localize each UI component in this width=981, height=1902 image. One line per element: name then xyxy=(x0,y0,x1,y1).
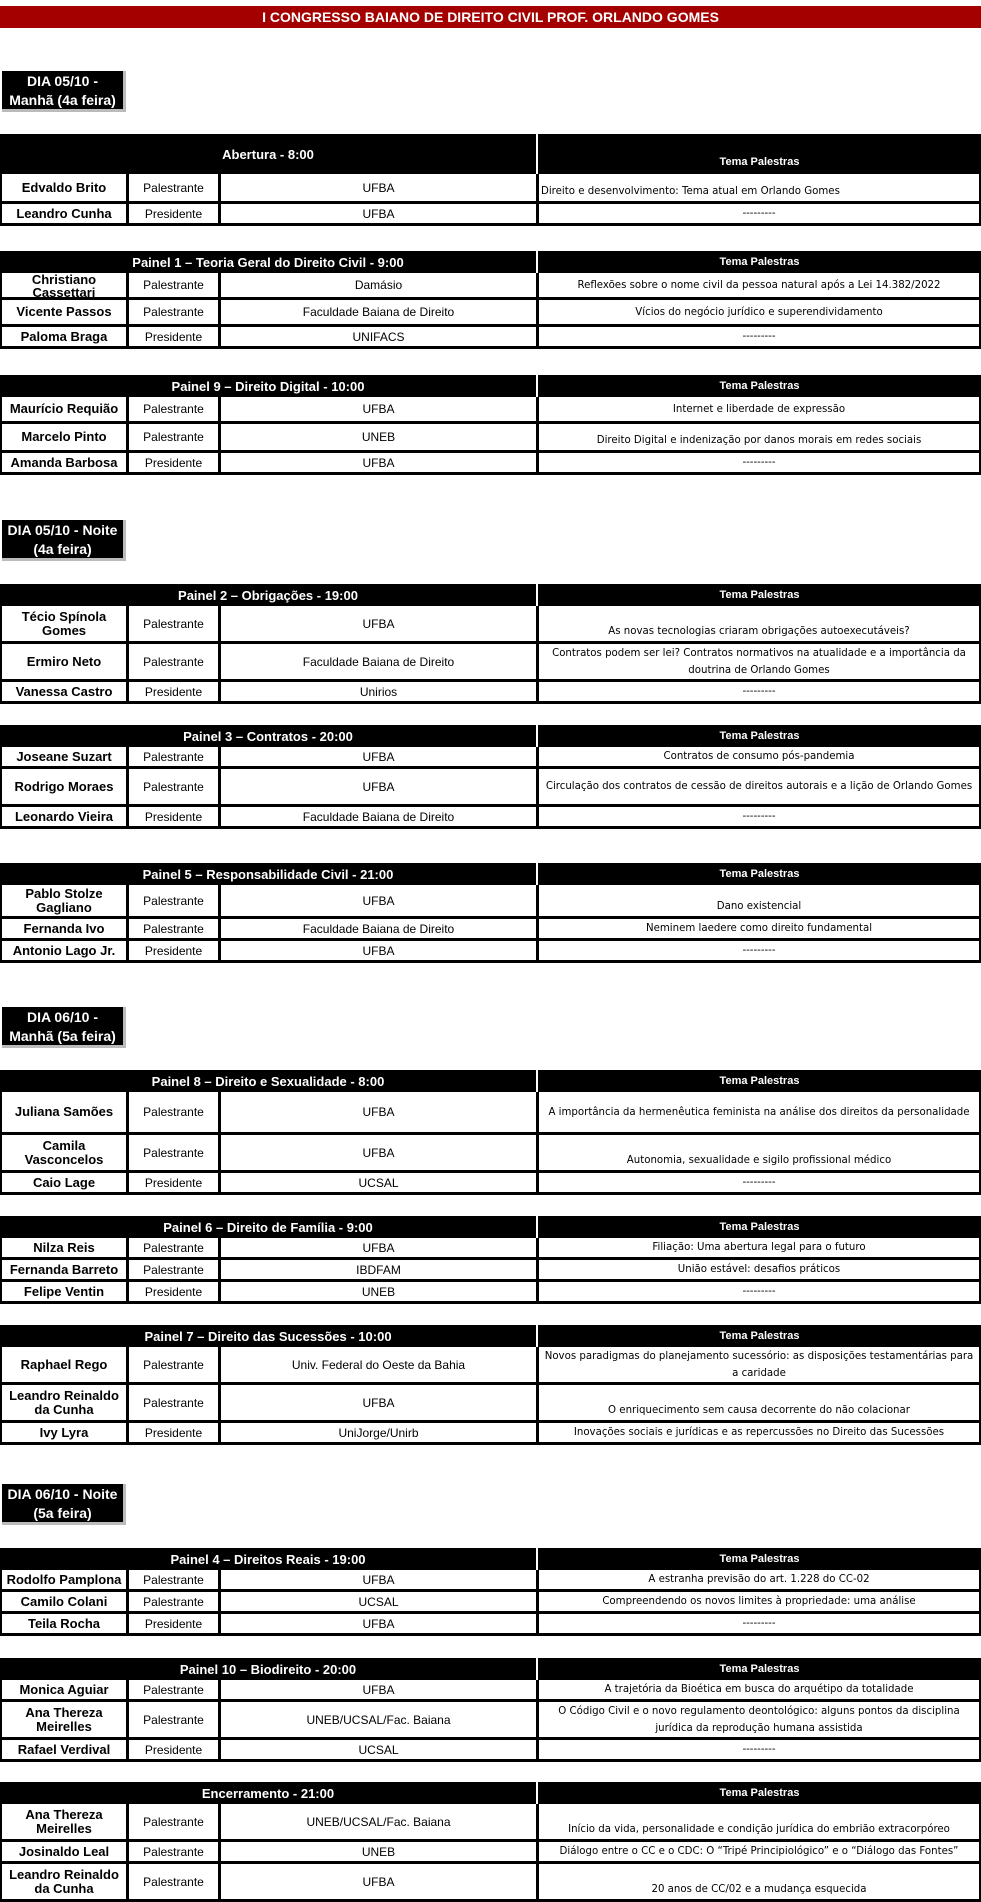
speaker-name: Camila Vasconcelos xyxy=(2,1135,129,1170)
speaker-name: Nilza Reis xyxy=(2,1238,129,1257)
panel-block xyxy=(0,1658,981,1762)
speaker-role: Palestrante xyxy=(129,1135,221,1170)
speaker-name: Amanda Barbosa xyxy=(2,453,129,472)
table-row xyxy=(0,1423,981,1445)
talk-theme: Vícios do negócio jurídico e superendividamento xyxy=(539,300,981,324)
speaker-name: Edvaldo Brito xyxy=(2,174,129,201)
panel-title: Painel 5 – Responsabilidade Civil - 21:00 xyxy=(0,863,538,885)
table-row xyxy=(0,397,981,424)
speaker-name: Ana Thereza Meirelles xyxy=(2,1702,129,1737)
talk-theme: Novos paradigmas do planejamento sucessório: as disposições testamentárias para a caridade xyxy=(539,1347,981,1382)
table-row xyxy=(0,769,981,807)
talk-theme: Autonomia, sexualidade e sigilo profissional médico xyxy=(539,1135,981,1170)
speaker-role: Palestrante xyxy=(129,174,221,201)
speaker-institution: Faculdade Baiana de Direito xyxy=(221,919,539,938)
speaker-name: Christiano Cassettari xyxy=(2,273,129,297)
document-title: I CONGRESSO BAIANO DE DIREITO CIVIL PROF. ORLANDO GOMES xyxy=(0,6,981,28)
speaker-role: Palestrante xyxy=(129,1238,221,1257)
speaker-role: Presidente xyxy=(129,1282,221,1301)
panel-header xyxy=(0,584,981,606)
speaker-institution: UCSAL xyxy=(221,1740,539,1759)
talk-theme: Inovações sociais e jurídicas e as repercussões no Direito das Sucessões xyxy=(539,1423,981,1442)
talk-theme: --------- xyxy=(539,1282,981,1301)
speaker-institution: UCSAL xyxy=(221,1173,539,1192)
table-row xyxy=(0,174,981,204)
speaker-role: Presidente xyxy=(129,453,221,472)
table-row xyxy=(0,682,981,704)
day-label-05-noite: DIA 05/10 - Noite (4a feira) xyxy=(2,520,126,561)
panel-block xyxy=(0,1548,981,1636)
speaker-role: Palestrante xyxy=(129,644,221,679)
table-row xyxy=(0,747,981,769)
talk-theme: Direito e desenvolvimento: Tema atual em Orlando Gomes xyxy=(539,174,981,201)
speaker-role: Presidente xyxy=(129,682,221,701)
speaker-institution: UFBA xyxy=(221,1570,539,1589)
talk-theme: --------- xyxy=(539,682,981,701)
speaker-institution: UFBA xyxy=(221,1238,539,1257)
speaker-institution: UFBA xyxy=(221,1385,539,1420)
speaker-name: Ana Thereza Meirelles xyxy=(2,1804,129,1839)
talk-theme: --------- xyxy=(539,807,981,826)
talk-theme: --------- xyxy=(539,941,981,960)
speaker-institution: Unirios xyxy=(221,682,539,701)
speaker-role: Palestrante xyxy=(129,1260,221,1279)
panel-title: Painel 6 – Direito de Família - 9:00 xyxy=(0,1216,538,1238)
table-row xyxy=(0,1238,981,1260)
talk-theme: --------- xyxy=(539,327,981,346)
panel-block xyxy=(0,375,981,475)
tema-header: Tema Palestras xyxy=(538,1658,981,1680)
panel-title: Abertura - 8:00 xyxy=(0,134,538,174)
speaker-name: Leandro Reinaldo da Cunha xyxy=(2,1864,129,1899)
tema-header: Tema Palestras xyxy=(538,375,981,397)
talk-theme: --------- xyxy=(539,1614,981,1633)
speaker-institution: UNIFACS xyxy=(221,327,539,346)
table-row xyxy=(0,204,981,226)
table-row xyxy=(0,424,981,453)
table-row xyxy=(0,919,981,941)
tema-header: Tema Palestras xyxy=(538,1325,981,1347)
panel-title: Painel 7 – Direito das Sucessões - 10:00 xyxy=(0,1325,538,1347)
speaker-role: Palestrante xyxy=(129,1680,221,1699)
speaker-name: Caio Lage xyxy=(2,1173,129,1192)
talk-theme: Filiação: Uma abertura legal para o futuro xyxy=(539,1238,981,1257)
table-row xyxy=(0,273,981,300)
talk-theme: As novas tecnologias criaram obrigações autoexecutáveis? xyxy=(539,606,981,641)
speaker-role: Presidente xyxy=(129,1173,221,1192)
talk-theme: Neminem laedere como direito fundamental xyxy=(539,919,981,938)
speaker-institution: Faculdade Baiana de Direito xyxy=(221,300,539,324)
speaker-name: Rodrigo Moraes xyxy=(2,769,129,804)
talk-theme: Direito Digital e indenização por danos morais em redes sociais xyxy=(539,424,981,450)
speaker-institution: UFBA xyxy=(221,1864,539,1899)
panel-title: Painel 10 – Biodireito - 20:00 xyxy=(0,1658,538,1680)
tema-header: Tema Palestras xyxy=(538,1070,981,1092)
talk-theme: O Código Civil e o novo regulamento deontológico: alguns pontos da disciplina jurídica da reprodução humana assistida xyxy=(539,1702,981,1737)
panel-header xyxy=(0,1548,981,1570)
table-row xyxy=(0,1385,981,1423)
table-row xyxy=(0,1260,981,1282)
panel-header xyxy=(0,1325,981,1347)
panel-header xyxy=(0,1070,981,1092)
panel-title: Painel 1 – Teoria Geral do Direito Civil - 9:00 xyxy=(0,251,538,273)
talk-theme: --------- xyxy=(539,1740,981,1759)
talk-theme: --------- xyxy=(539,204,981,223)
panel-header xyxy=(0,251,981,273)
speaker-name: Vanessa Castro xyxy=(2,682,129,701)
day-label-05-manha: DIA 05/10 - Manhã (4a feira) xyxy=(2,71,126,112)
table-row xyxy=(0,1702,981,1740)
speaker-institution: UFBA xyxy=(221,397,539,421)
panel-header xyxy=(0,134,981,174)
table-row xyxy=(0,1282,981,1304)
speaker-role: Presidente xyxy=(129,941,221,960)
table-row xyxy=(0,1592,981,1614)
speaker-institution: UFBA xyxy=(221,769,539,804)
panel-title: Painel 3 – Contratos - 20:00 xyxy=(0,725,538,747)
tema-header: Tema Palestras xyxy=(538,1548,981,1570)
table-row xyxy=(0,941,981,963)
panel-title: Painel 2 – Obrigações - 19:00 xyxy=(0,584,538,606)
panel-block xyxy=(0,1216,981,1304)
talk-theme: Diálogo entre o CC e o CDC: O “Tripé Principiológico” e o “Diálogo das Fontes” xyxy=(539,1842,981,1861)
speaker-name: Fernanda Barreto xyxy=(2,1260,129,1279)
tema-header: Tema Palestras xyxy=(538,725,981,747)
table-row xyxy=(0,807,981,829)
speaker-role: Palestrante xyxy=(129,606,221,641)
speaker-institution: UNEB xyxy=(221,1282,539,1301)
speaker-name: Leonardo Vieira xyxy=(2,807,129,826)
panel-block xyxy=(0,251,981,349)
speaker-institution: UFBA xyxy=(221,885,539,916)
speaker-name: Josinaldo Leal xyxy=(2,1842,129,1861)
speaker-role: Palestrante xyxy=(129,885,221,916)
panel-header xyxy=(0,1782,981,1804)
table-row xyxy=(0,1680,981,1702)
table-row xyxy=(0,644,981,682)
panel-header xyxy=(0,1658,981,1680)
speaker-role: Palestrante xyxy=(129,1864,221,1899)
talk-theme: A importância da hermenêutica feminista na análise dos direitos da personalidade xyxy=(539,1092,981,1132)
panel-header xyxy=(0,1216,981,1238)
panel-header xyxy=(0,375,981,397)
speaker-role: Presidente xyxy=(129,204,221,223)
speaker-name: Joseane Suzart xyxy=(2,747,129,766)
speaker-role: Palestrante xyxy=(129,919,221,938)
day-label-06-noite: DIA 06/10 - Noite (5a feira) xyxy=(2,1484,126,1525)
speaker-role: Palestrante xyxy=(129,1804,221,1839)
day-label-06-manha: DIA 06/10 - Manhã (5a feira) xyxy=(2,1007,126,1048)
speaker-role: Palestrante xyxy=(129,1570,221,1589)
speaker-institution: Univ. Federal do Oeste da Bahia xyxy=(221,1347,539,1382)
speaker-name: Teila Rocha xyxy=(2,1614,129,1633)
table-row xyxy=(0,1804,981,1842)
talk-theme: Internet e liberdade de expressão xyxy=(539,397,981,421)
speaker-role: Palestrante xyxy=(129,300,221,324)
talk-theme: Dano existencial xyxy=(539,885,981,916)
tema-header: Tema Palestras xyxy=(538,251,981,273)
speaker-name: Antonio Lago Jr. xyxy=(2,941,129,960)
panel-header xyxy=(0,725,981,747)
speaker-role: Palestrante xyxy=(129,424,221,450)
table-row xyxy=(0,1842,981,1864)
talk-theme: Início da vida, personalidade e condição jurídica do embrião extracorpóreo xyxy=(539,1804,981,1839)
table-row xyxy=(0,327,981,349)
speaker-institution: UFBA xyxy=(221,1092,539,1132)
speaker-institution: IBDFAM xyxy=(221,1260,539,1279)
speaker-name: Vicente Passos xyxy=(2,300,129,324)
speaker-name: Juliana Samões xyxy=(2,1092,129,1132)
talk-theme: A estranha previsão do art. 1.228 do CC-02 xyxy=(539,1570,981,1589)
speaker-name: Raphael Rego xyxy=(2,1347,129,1382)
speaker-name: Rafael Verdival xyxy=(2,1740,129,1759)
speaker-institution: UFBA xyxy=(221,941,539,960)
speaker-institution: Faculdade Baiana de Direito xyxy=(221,644,539,679)
speaker-role: Palestrante xyxy=(129,769,221,804)
panel-block xyxy=(0,584,981,704)
talk-theme: Reflexões sobre o nome civil da pessoa natural após a Lei 14.382/2022 xyxy=(539,273,981,297)
speaker-role: Palestrante xyxy=(129,1592,221,1611)
table-row xyxy=(0,300,981,327)
panel-block xyxy=(0,1782,981,1902)
speaker-role: Palestrante xyxy=(129,1702,221,1737)
speaker-role: Presidente xyxy=(129,1740,221,1759)
speaker-role: Palestrante xyxy=(129,397,221,421)
speaker-name: Monica Aguiar xyxy=(2,1680,129,1699)
tema-header: Tema Palestras xyxy=(538,134,981,174)
panel-title: Painel 4 – Direitos Reais - 19:00 xyxy=(0,1548,538,1570)
talk-theme: União estável: desafios práticos xyxy=(539,1260,981,1279)
talk-theme: Contratos podem ser lei? Contratos normativos na atualidade e a importância da doutrina de Orlando Gomes xyxy=(539,644,981,679)
table-row xyxy=(0,1092,981,1135)
speaker-institution: UFBA xyxy=(221,747,539,766)
speaker-institution: UFBA xyxy=(221,1614,539,1633)
speaker-institution: UniJorge/Unirb xyxy=(221,1423,539,1442)
speaker-institution: UNEB/UCSAL/Fac. Baiana xyxy=(221,1804,539,1839)
speaker-name: Fernanda Ivo xyxy=(2,919,129,938)
speaker-name: Pablo Stolze Gagliano xyxy=(2,885,129,916)
panel-title: Painel 8 – Direito e Sexualidade - 8:00 xyxy=(0,1070,538,1092)
speaker-institution: Damásio xyxy=(221,273,539,297)
speaker-role: Presidente xyxy=(129,327,221,346)
speaker-institution: UFBA xyxy=(221,1680,539,1699)
talk-theme: O enriquecimento sem causa decorrente do não colacionar xyxy=(539,1385,981,1420)
speaker-institution: UFBA xyxy=(221,174,539,201)
speaker-institution: UFBA xyxy=(221,1135,539,1170)
table-row xyxy=(0,1614,981,1636)
speaker-name: Leandro Cunha xyxy=(2,204,129,223)
speaker-role: Palestrante xyxy=(129,273,221,297)
speaker-institution: UCSAL xyxy=(221,1592,539,1611)
table-row xyxy=(0,1347,981,1385)
panel-title: Painel 9 – Direito Digital - 10:00 xyxy=(0,375,538,397)
speaker-role: Palestrante xyxy=(129,1385,221,1420)
speaker-name: Marcelo Pinto xyxy=(2,424,129,450)
talk-theme: Compreendendo os novos limites à propriedade: uma análise xyxy=(539,1592,981,1611)
speaker-name: Ivy Lyra xyxy=(2,1423,129,1442)
speaker-name: Felipe Ventin xyxy=(2,1282,129,1301)
speaker-name: Paloma Braga xyxy=(2,327,129,346)
speaker-name: Leandro Reinaldo da Cunha xyxy=(2,1385,129,1420)
speaker-institution: UNEB/UCSAL/Fac. Baiana xyxy=(221,1702,539,1737)
speaker-role: Presidente xyxy=(129,1423,221,1442)
panel-block xyxy=(0,1325,981,1445)
tema-header: Tema Palestras xyxy=(538,1216,981,1238)
speaker-role: Palestrante xyxy=(129,1842,221,1861)
speaker-institution: Faculdade Baiana de Direito xyxy=(221,807,539,826)
speaker-institution: UNEB xyxy=(221,424,539,450)
panel-title: Encerramento - 21:00 xyxy=(0,1782,538,1804)
speaker-role: Palestrante xyxy=(129,1347,221,1382)
talk-theme: Circulação dos contratos de cessão de direitos autorais e a lição de Orlando Gomes xyxy=(539,769,981,804)
speaker-name: Técio Spínola Gomes xyxy=(2,606,129,641)
table-row xyxy=(0,1570,981,1592)
tema-header: Tema Palestras xyxy=(538,1782,981,1804)
speaker-institution: UFBA xyxy=(221,453,539,472)
tema-header: Tema Palestras xyxy=(538,863,981,885)
panel-header xyxy=(0,863,981,885)
talk-theme: --------- xyxy=(539,453,981,472)
tema-header: Tema Palestras xyxy=(538,584,981,606)
table-row xyxy=(0,606,981,644)
speaker-role: Palestrante xyxy=(129,747,221,766)
speaker-role: Palestrante xyxy=(129,1092,221,1132)
talk-theme: 20 anos de CC/02 e a mudança esquecida xyxy=(539,1864,981,1899)
speaker-name: Ermiro Neto xyxy=(2,644,129,679)
speaker-institution: UNEB xyxy=(221,1842,539,1861)
table-row xyxy=(0,1740,981,1762)
speaker-role: Presidente xyxy=(129,1614,221,1633)
speaker-name: Rodolfo Pamplona xyxy=(2,1570,129,1589)
speaker-institution: UFBA xyxy=(221,204,539,223)
talk-theme: Contratos de consumo pós-pandemia xyxy=(539,747,981,766)
talk-theme: A trajetória da Bioética em busca do arquétipo da totalidade xyxy=(539,1680,981,1699)
speaker-institution: UFBA xyxy=(221,606,539,641)
panel-block xyxy=(0,863,981,963)
panel-block xyxy=(0,725,981,829)
speaker-role: Presidente xyxy=(129,807,221,826)
panel-block xyxy=(0,134,981,226)
speaker-name: Maurício Requião xyxy=(2,397,129,421)
table-row xyxy=(0,1173,981,1195)
speaker-name: Camilo Colani xyxy=(2,1592,129,1611)
panel-block xyxy=(0,1070,981,1195)
table-row xyxy=(0,885,981,919)
table-row xyxy=(0,453,981,475)
table-row xyxy=(0,1864,981,1902)
talk-theme: --------- xyxy=(539,1173,981,1192)
table-row xyxy=(0,1135,981,1173)
